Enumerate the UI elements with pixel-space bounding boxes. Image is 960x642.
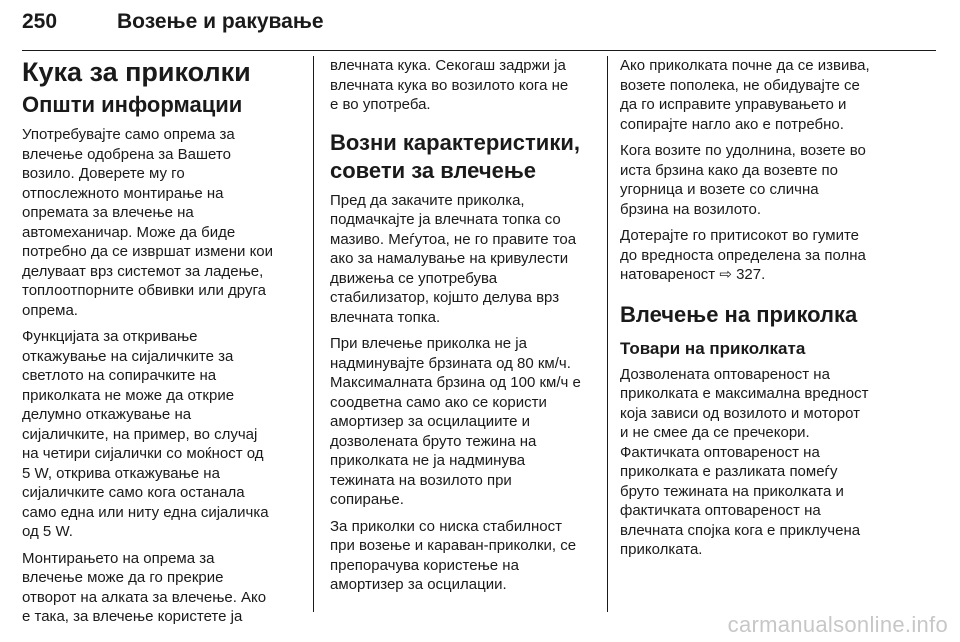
paragraph-lubricate: Пред да закачите приколка, подмачкајте ја влечната топка со мазиво. Меѓутоа, не го правите тоа ако за намалување на кривулести движења се употребува стабилизатор, којшто делува врз влечната топка. <box>330 191 577 326</box>
column-3 <box>620 56 888 567</box>
section-title: Кука за приколки <box>22 57 251 87</box>
paragraph-continued: влечната кука. Секогаш задржи ја влечната кука во возилото кога не е во употреба. <box>330 57 569 113</box>
column-2 <box>330 56 595 602</box>
header-rule <box>22 50 936 51</box>
running-title: Возење и ракување <box>117 10 324 33</box>
paragraph-bulb-detection: Функцијата за откривање откажување на сијаличките за светлото на сопирачките на приколката не може да открие делумно откажување на сијаличките, на пример, во случај на четири сијалички со моќност од 5 W, открива откажување на сијаличките само кога останала само една или ниту една сијаличка од 5 W. <box>22 328 269 540</box>
paragraph-loads: Дозволената оптовареност на приколката е максимална вредност која зависи од возилото и моторот и не смее да се пречекори. Фактичката оптовареност на приколката е разликата помеѓу бруто тежината на приколката и фактичката оптовареност на влечната спојка кога е приклучена приколката. <box>620 365 869 558</box>
paragraph-speed: При влечење приколка не ја надминувајте брзината од 80 км/ч. Максималната брзина од 100 км/ч е соодветна само ако се користи амортизер за осцилациите и дозволената бруто тежина на приколката не ја надминува тежината на возилото при сопирање. <box>330 335 581 508</box>
paragraph-tire-pressure: Дотерајте го притисокот во гумите до вредноста определена за полна натовареност ⇨ 327. <box>620 227 866 283</box>
section-heading-driving: Возни карактеристики, совети за влечење <box>330 129 580 183</box>
watermark: carmanualsonline.info <box>727 612 948 637</box>
section-subtitle: Општи информации <box>22 92 243 117</box>
page-header <box>22 10 936 40</box>
paragraph-stability: За приколки со ниска стабилност при возење и караван-приколки, се препорачува користење на амортизер за осцилации. <box>330 517 577 593</box>
paragraph-installation: Монтирањето на опрема за влечење може да го прекрие отворот на алката за влечење. Ако е така, за влечење користете ја <box>22 549 267 625</box>
column-divider-1 <box>313 56 314 612</box>
column-1 <box>22 56 302 634</box>
section-heading-towing: Влечење на приколка <box>620 301 858 327</box>
page-number: 250 <box>22 10 58 33</box>
subsection-heading-loads: Товари на приколката <box>620 338 806 358</box>
column-divider-2 <box>607 56 608 612</box>
paragraph-downhill: Кога возите по удолнина, возете во иста брзина како да возевте по угорница и возете со слична брзина на возилото. <box>620 142 866 218</box>
paragraph-equipment: Употребувајте само опрема за влечење одобрена за Вашето возило. Доверете му го отпослежното монтирање на опремата за влечење на автомеханичар. Може да биде потребно да се извршат измени кои делуваат врз системот за ладење, топлоотпорните обвивки или друга опрема. <box>22 126 274 319</box>
paragraph-swerve: Ако приколката почне да се извива, возете пополека, не обидувајте се да го исправите управувањето и сопирајте нагло ако е потребно. <box>620 57 870 133</box>
